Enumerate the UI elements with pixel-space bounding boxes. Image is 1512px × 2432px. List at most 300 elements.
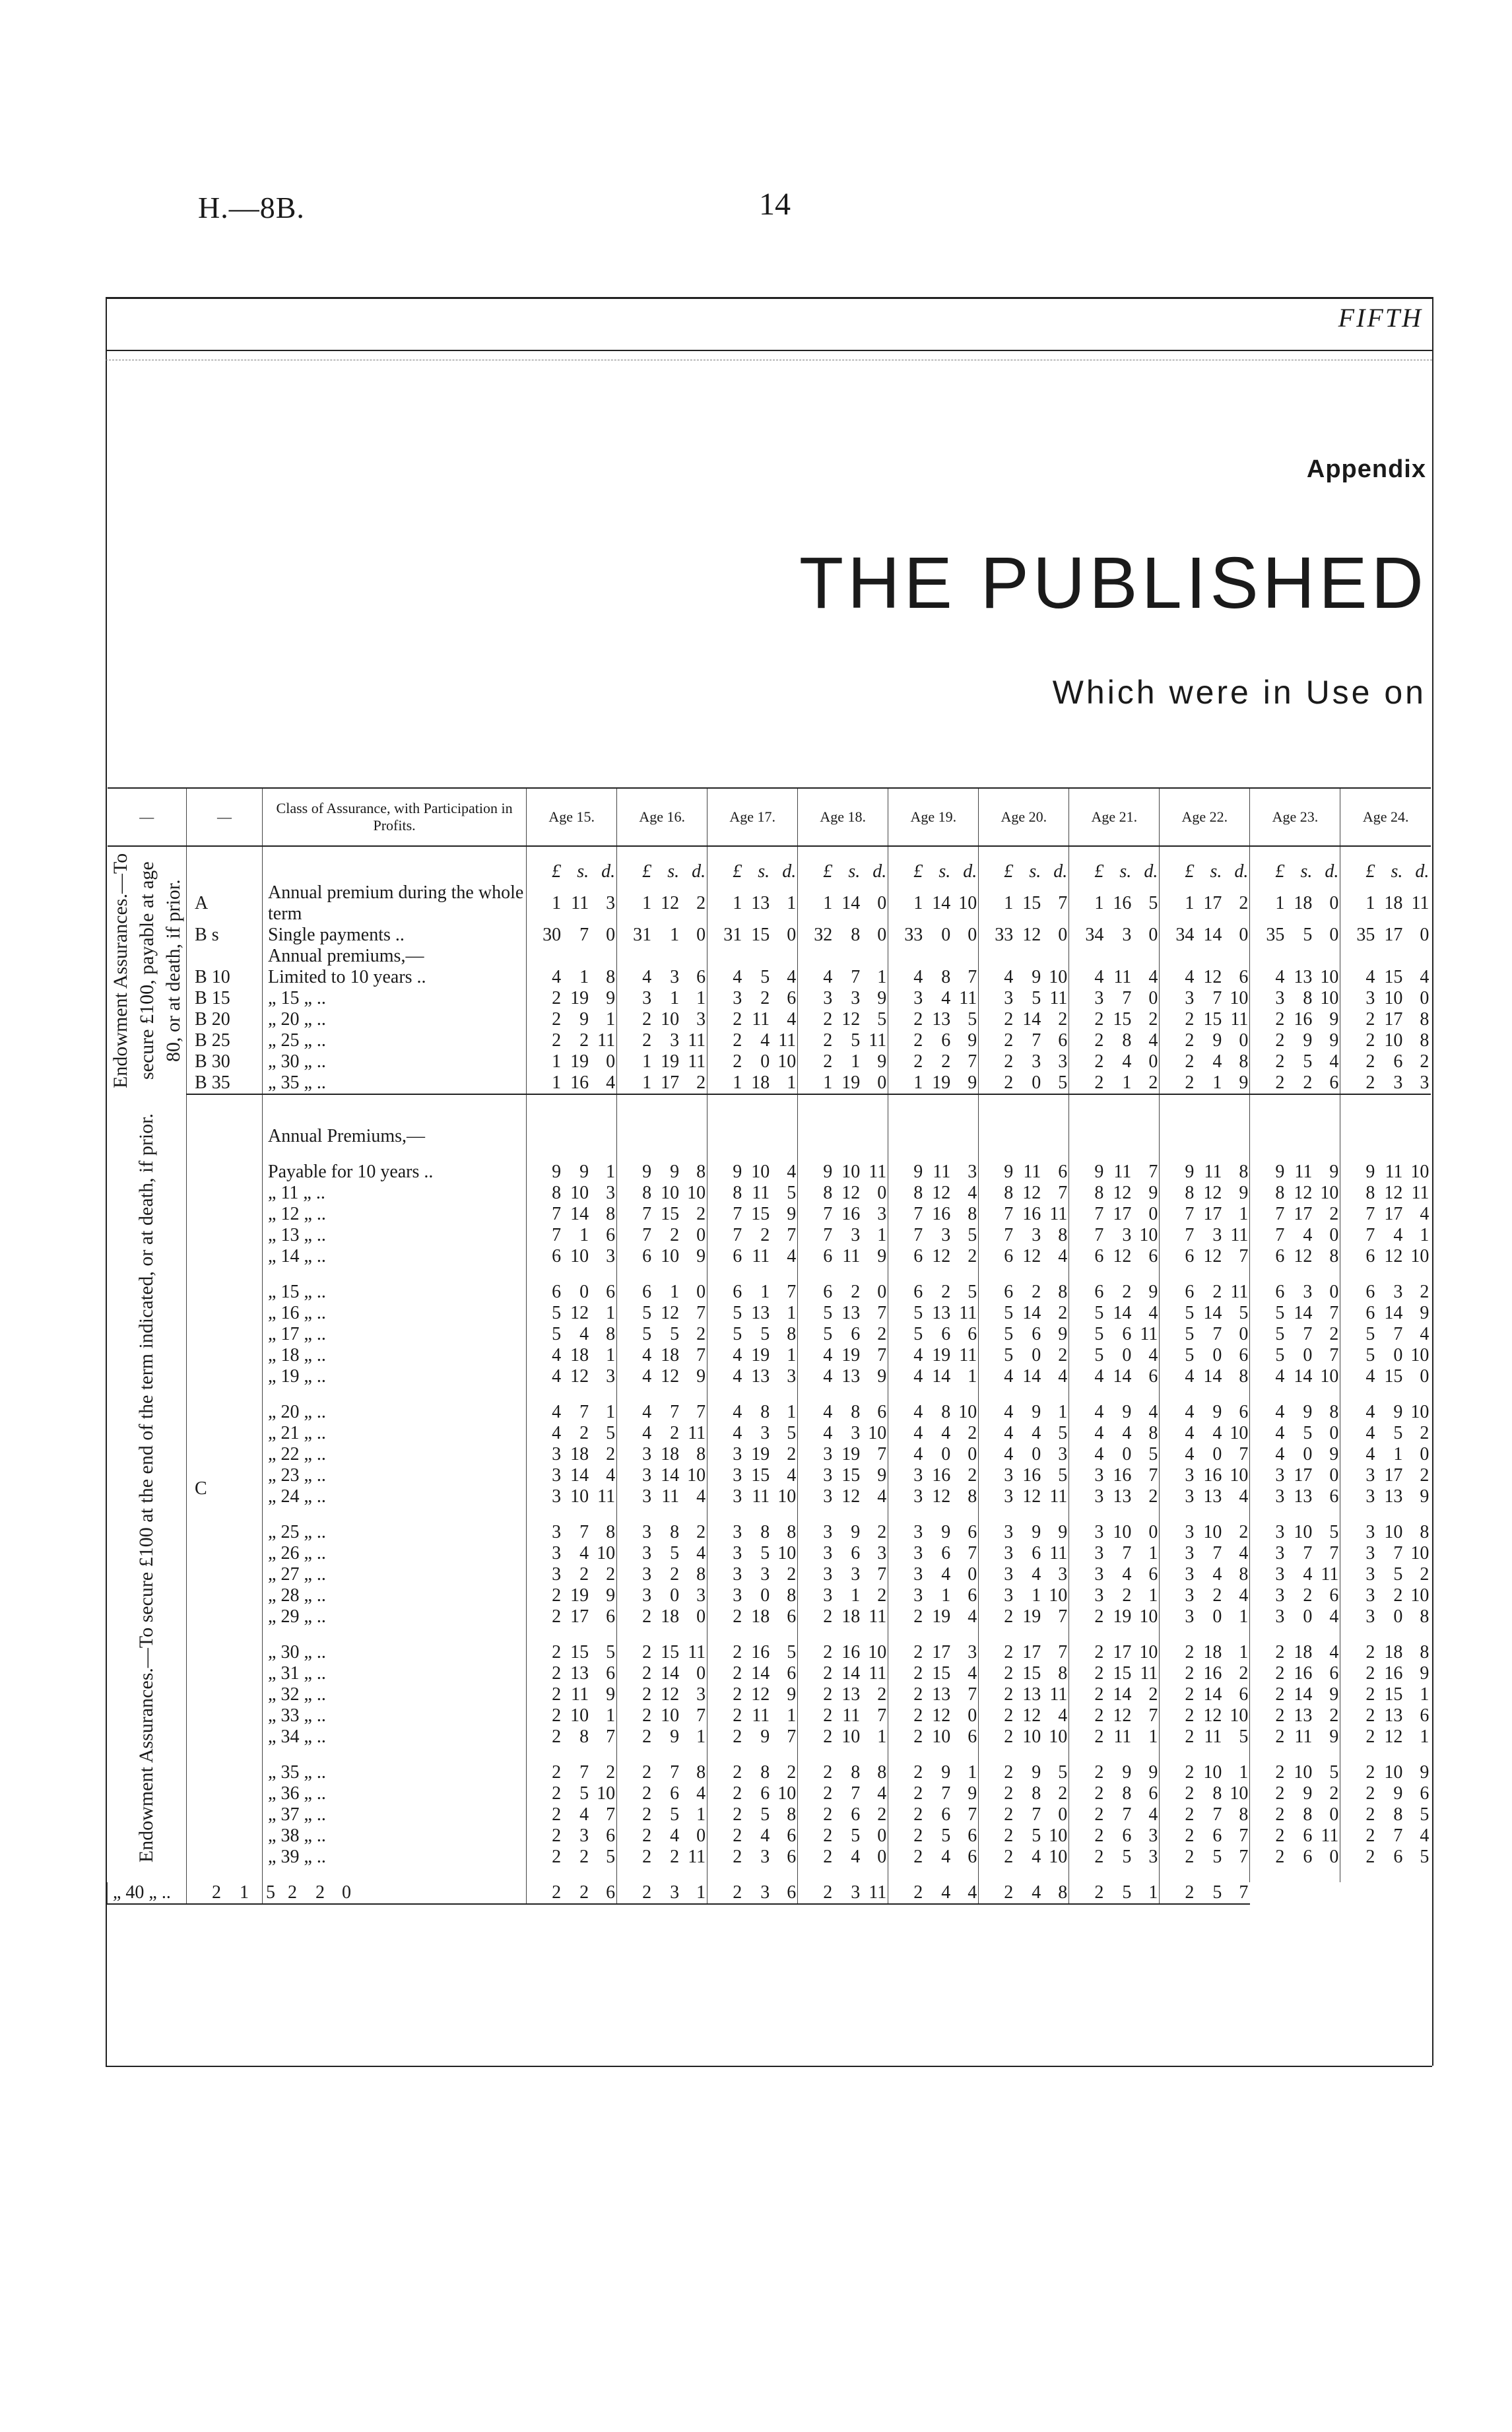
shillings: 15	[1022, 893, 1041, 913]
premium-cell	[707, 1345, 798, 1366]
shillings: 4	[1212, 1051, 1222, 1072]
premium-cell	[1340, 1423, 1431, 1444]
pounds: 6	[1094, 1282, 1104, 1302]
pence: 4	[787, 1162, 797, 1182]
pence: 3	[606, 1183, 616, 1203]
premium-cell	[888, 1162, 979, 1183]
premium-cell	[1340, 882, 1431, 925]
pounds: 4	[823, 1345, 833, 1365]
pence: 7	[1239, 1444, 1249, 1464]
page-header-code: H.—8B.	[198, 191, 305, 224]
shillings: 7	[1303, 1324, 1313, 1344]
pence: 4	[606, 1072, 616, 1093]
shillings: 11	[1113, 1162, 1132, 1182]
shillings: 9	[1393, 1783, 1403, 1804]
premium-cell	[1340, 1705, 1431, 1726]
premium-cell	[1340, 1663, 1431, 1684]
shillings: 14	[1113, 1303, 1132, 1323]
premium-cell	[979, 1366, 1069, 1387]
table-row	[108, 1366, 1431, 1387]
pounds: 6	[1365, 1246, 1375, 1266]
premium-cell	[798, 1246, 888, 1267]
pence: 7	[787, 1225, 797, 1245]
group2-heading: Annual Premiums,—	[263, 1094, 527, 1147]
premium-cell	[527, 1282, 617, 1303]
shillings: 12	[932, 1705, 951, 1726]
shillings: 10	[661, 1183, 680, 1203]
shilling-unit: s.	[1300, 861, 1313, 882]
premium-cell	[263, 1882, 527, 1904]
premium-cell	[527, 1543, 617, 1564]
pounds: 3	[733, 1444, 742, 1464]
shillings: 4	[579, 1804, 589, 1825]
shillings: 4	[670, 1825, 680, 1846]
premium-cell	[1250, 1642, 1340, 1663]
pounds: 2	[1004, 1705, 1014, 1726]
shillings: 4	[941, 988, 951, 1008]
pounds: 6	[823, 1282, 833, 1302]
pounds: 2	[1094, 1804, 1104, 1825]
pence: 1	[877, 1726, 887, 1747]
premium-cell	[798, 1847, 888, 1868]
shillings: 11	[1023, 1162, 1041, 1182]
shillings: 12	[1022, 1486, 1041, 1507]
frame-bottom-rule	[106, 2066, 1432, 2067]
shillings: 1	[670, 1282, 680, 1302]
shillings: 5	[760, 1324, 770, 1344]
premium-cell	[979, 946, 1069, 967]
pounds: 4	[733, 1423, 742, 1443]
shillings: 14	[932, 893, 951, 913]
pounds: 4	[1094, 1366, 1104, 1387]
premium-cell	[1340, 1486, 1431, 1507]
row-label: „ 40 „ ..	[108, 1882, 187, 1904]
pence: 6	[1058, 1162, 1068, 1182]
premium-cell	[617, 1585, 707, 1606]
premium-cell	[798, 1663, 888, 1684]
premium-cell	[1160, 1225, 1250, 1246]
pounds: 3	[1275, 1522, 1285, 1542]
pence: 9	[1420, 1663, 1430, 1684]
pence: 7	[1329, 1543, 1339, 1563]
pounds: 3	[1365, 1606, 1375, 1627]
premium-cell	[1069, 1072, 1160, 1094]
shillings: 13	[1294, 1486, 1313, 1507]
shillings: 9	[1032, 1522, 1041, 1542]
pence: 9	[1420, 1762, 1430, 1783]
pounds: 2	[642, 1642, 652, 1662]
shillings: 5	[760, 1543, 770, 1563]
premium-cell	[1160, 967, 1250, 988]
premium-cell	[527, 1366, 617, 1387]
premium-cell	[979, 1183, 1069, 1204]
premium-cell	[979, 1804, 1069, 1825]
pounds: 3	[1365, 1585, 1375, 1606]
shilling-unit: s.	[667, 861, 680, 882]
shillings: 9	[941, 1762, 951, 1783]
pence: 8	[1420, 1606, 1430, 1627]
shillings: 15	[1384, 1684, 1403, 1705]
premium-cell	[1160, 1684, 1250, 1705]
premium-cell	[1160, 1762, 1250, 1783]
pounds: 3	[642, 1465, 652, 1486]
premium-cell	[1250, 1345, 1340, 1366]
premium-cell	[798, 1204, 888, 1225]
shillings: 8	[760, 1762, 770, 1783]
premium-cell	[1250, 882, 1340, 925]
premium-cell	[617, 1051, 707, 1072]
premium-cell	[798, 1762, 888, 1783]
pounds: 2	[1365, 1726, 1375, 1747]
premium-cell	[979, 925, 1069, 946]
shillings: 16	[1113, 1465, 1132, 1486]
pence: 0	[877, 1847, 887, 1867]
shillings: 2	[1122, 1282, 1132, 1302]
pence: 0	[877, 1825, 887, 1846]
pence: 10	[1410, 1585, 1430, 1606]
table-row	[108, 1585, 1431, 1606]
pounds: 34	[1175, 925, 1195, 945]
pence: 4	[1148, 1804, 1158, 1825]
shillings: 5	[760, 967, 770, 987]
pounds: 2	[913, 1882, 923, 1903]
premium-cell	[527, 1522, 617, 1543]
premium-cell	[979, 988, 1069, 1009]
pence: 10	[1320, 988, 1339, 1008]
premium-cell	[707, 1543, 798, 1564]
shillings: 13	[1384, 1705, 1403, 1726]
pence: 2	[1329, 1324, 1339, 1344]
premium-cell	[1069, 1009, 1160, 1030]
table-row	[108, 882, 1431, 925]
pence: 3	[606, 893, 616, 913]
premium-cell	[617, 1783, 707, 1804]
pounds: 6	[823, 1246, 833, 1266]
header-age-20: Age 20.	[979, 788, 1069, 846]
pence: 4	[1420, 1324, 1430, 1344]
header-class: Class of Assurance, with Participation in Profits.	[263, 788, 527, 846]
shillings: 3	[851, 1882, 861, 1903]
shillings: 12	[751, 1684, 770, 1705]
pounds: 1	[733, 893, 742, 913]
pounds: 3	[913, 1543, 923, 1563]
pounds: 6	[1004, 1282, 1014, 1302]
shillings: 0	[1303, 1444, 1313, 1464]
pence: 2	[877, 1684, 887, 1705]
pounds: 5	[913, 1324, 923, 1344]
pound-unit: £	[1185, 861, 1195, 882]
premium-cell	[617, 925, 707, 946]
pounds: 2	[1275, 1051, 1285, 1072]
shillings: 6	[1212, 1825, 1222, 1846]
shillings: 2	[670, 1564, 680, 1585]
shillings: 7	[851, 1783, 861, 1804]
premium-cell	[527, 988, 617, 1009]
pence: 0	[1148, 1522, 1158, 1542]
premium-cell	[888, 1543, 979, 1564]
premium-cell	[707, 1072, 798, 1094]
shillings: 14	[1203, 1303, 1222, 1323]
shillings: 11	[752, 1009, 770, 1030]
pounds: 2	[823, 1762, 833, 1783]
shillings: 15	[570, 1642, 589, 1662]
premium-cell	[1069, 946, 1160, 967]
premium-cell	[979, 882, 1069, 925]
pounds: 3	[1004, 1564, 1014, 1585]
shillings: 12	[570, 1303, 589, 1323]
shillings: 18	[1384, 893, 1403, 913]
shillings: 10	[751, 1162, 770, 1182]
pounds: 2	[552, 1726, 562, 1747]
premium-cell	[888, 1705, 979, 1726]
pounds: 2	[1185, 1804, 1195, 1825]
premium-cell	[1069, 1825, 1160, 1847]
pence: 1	[1420, 1684, 1430, 1705]
shillings: 2	[579, 1882, 589, 1903]
shillings: 8	[579, 1726, 589, 1747]
shillings: 4	[941, 1423, 951, 1443]
pence-unit: d.	[692, 861, 706, 882]
pence: 5	[1239, 1726, 1249, 1747]
premium-cell	[979, 1642, 1069, 1663]
shillings: 6	[941, 1543, 951, 1563]
shillings: 7	[1212, 1804, 1222, 1825]
pounds: 2	[1365, 1663, 1375, 1684]
table-row	[108, 988, 1431, 1009]
pounds: 2	[642, 1606, 652, 1627]
pounds: 2	[552, 1847, 562, 1867]
premium-cell	[979, 1246, 1069, 1267]
pence: 2	[1420, 1051, 1430, 1072]
shillings: 8	[1032, 1783, 1041, 1804]
row-label: „ 18 „ ..	[263, 1345, 527, 1366]
shillings: 3	[851, 988, 861, 1008]
shillings: 19	[932, 1345, 951, 1365]
shillings: 2	[315, 1882, 325, 1903]
pounds: 9	[1275, 1162, 1285, 1182]
pence: 0	[1329, 1423, 1339, 1443]
pounds: 3	[913, 1564, 923, 1585]
premium-cell	[798, 1465, 888, 1486]
pence: 7	[1329, 1303, 1339, 1323]
premium-cell	[979, 1486, 1069, 1507]
premium-cell	[888, 967, 979, 988]
shillings: 11	[571, 893, 589, 913]
shillings: 5	[1212, 1847, 1222, 1867]
premium-cell	[1160, 1051, 1250, 1072]
pounds: 3	[733, 1585, 742, 1606]
pounds: 2	[733, 1783, 742, 1804]
premium-cell	[1160, 1345, 1250, 1366]
pounds: 2	[823, 1684, 833, 1705]
premium-cell	[617, 1606, 707, 1627]
pounds: 3	[1275, 1585, 1285, 1606]
shillings: 5	[851, 1825, 861, 1846]
shillings: 3	[670, 967, 680, 987]
table-row	[108, 1543, 1431, 1564]
premium-cell	[707, 1030, 798, 1051]
pence: 10	[1320, 1183, 1339, 1203]
pounds: 4	[1365, 1423, 1375, 1443]
premium-cell	[1069, 1564, 1160, 1585]
pounds: 6	[642, 1246, 652, 1266]
pence: 0	[1329, 1465, 1339, 1486]
pence: 9	[1058, 1522, 1068, 1542]
shillings: 5	[851, 1030, 861, 1051]
shillings: 5	[1032, 1825, 1041, 1846]
shillings: 4	[579, 1543, 589, 1563]
unit-row	[108, 861, 1431, 882]
premium-cell	[707, 1183, 798, 1204]
shillings: 8	[760, 1402, 770, 1422]
premium-cell	[1340, 925, 1431, 946]
pounds: 3	[1365, 1564, 1375, 1585]
pence: 1	[1239, 1762, 1249, 1783]
premium-cell	[617, 1246, 707, 1267]
shillings: 10	[841, 1162, 861, 1182]
premium-cell	[979, 1762, 1069, 1783]
shillings: 0	[1212, 1606, 1222, 1627]
row-label: „ 17 „ ..	[263, 1324, 527, 1345]
premium-cell	[1250, 1423, 1340, 1444]
pounds: 3	[642, 1444, 652, 1464]
premium-cell	[617, 1825, 707, 1847]
pounds: 4	[913, 1345, 923, 1365]
premium-cell	[979, 1225, 1069, 1246]
shillings: 0	[941, 1444, 951, 1464]
shillings: 9	[1212, 1030, 1222, 1051]
pounds: 3	[1004, 1486, 1014, 1507]
table-row	[108, 1847, 1431, 1868]
pence: 8	[1420, 1522, 1430, 1542]
premium-cell	[888, 1051, 979, 1072]
shillings: 0	[1303, 1606, 1313, 1627]
premium-cell	[1250, 1162, 1340, 1183]
row-label: Limited to 10 years ..	[263, 967, 527, 988]
pence: 1	[1239, 1204, 1249, 1224]
table-row	[108, 1882, 1431, 1904]
pence: 0	[877, 1183, 887, 1203]
unit-cell	[1069, 861, 1160, 882]
shillings: 7	[670, 1402, 680, 1422]
pence: 4	[1058, 1246, 1068, 1266]
shillings: 12	[841, 1009, 861, 1030]
pence: 6	[968, 1585, 977, 1606]
pence: 10	[1410, 1246, 1430, 1266]
premium-cell	[617, 1642, 707, 1663]
group2-label	[108, 1094, 187, 1882]
shillings: 14	[661, 1465, 680, 1486]
shillings: 10	[661, 1009, 680, 1030]
pounds: 2	[1094, 1882, 1104, 1903]
shillings: 8	[1212, 1783, 1222, 1804]
pence: 7	[877, 1564, 887, 1585]
premium-cell	[527, 967, 617, 988]
pounds: 2	[733, 1684, 742, 1705]
shillings: 0	[1032, 1345, 1041, 1365]
pounds: 6	[1185, 1282, 1195, 1302]
premium-cell	[1160, 1705, 1250, 1726]
shillings: 9	[1032, 1762, 1041, 1783]
pounds: 4	[552, 1402, 562, 1422]
pounds: 3	[552, 1444, 562, 1464]
pence: 9	[877, 1246, 887, 1266]
shillings: 7	[1212, 1324, 1222, 1344]
pence: 0	[877, 1072, 887, 1093]
pounds: 2	[642, 1847, 652, 1867]
premium-cell	[888, 1402, 979, 1423]
pounds: 5	[1004, 1303, 1014, 1323]
pounds: 2	[642, 1804, 652, 1825]
premium-cell	[979, 1825, 1069, 1847]
shillings: 12	[932, 1183, 951, 1203]
premium-cell	[1160, 1783, 1250, 1804]
premium-cell	[187, 1882, 276, 1904]
premium-cell	[1340, 1183, 1431, 1204]
premium-cell	[979, 1606, 1069, 1627]
table-row	[108, 925, 1431, 946]
pence: 9	[877, 1366, 887, 1387]
pence: 3	[1058, 1564, 1068, 1585]
pence: 4	[1239, 1486, 1249, 1507]
shillings: 17	[932, 1642, 951, 1662]
premium-cell	[707, 1564, 798, 1585]
pounds: 3	[1094, 988, 1104, 1008]
premium-cell	[888, 946, 979, 967]
pence: 10	[687, 1465, 706, 1486]
row-label: „ 32 „ ..	[263, 1684, 527, 1705]
pounds: 3	[823, 1543, 833, 1563]
pence: 7	[1058, 1183, 1068, 1203]
shillings: 9	[1303, 1402, 1313, 1422]
shillings: 18	[661, 1345, 680, 1365]
table-row	[108, 967, 1431, 988]
shillings: 6	[1393, 1847, 1403, 1867]
pounds: 4	[1185, 1366, 1195, 1387]
pounds: 1	[913, 893, 923, 913]
pence: 6	[1329, 1663, 1339, 1684]
premium-cell	[527, 925, 617, 946]
pence: 9	[877, 988, 887, 1008]
premium-cell	[1160, 1543, 1250, 1564]
pence: 7	[877, 1705, 887, 1726]
premium-cell	[707, 1642, 798, 1663]
premium-cell	[888, 1663, 979, 1684]
shillings: 2	[1303, 1585, 1313, 1606]
pence: 7	[696, 1705, 706, 1726]
shillings: 19	[661, 1051, 680, 1072]
shilling-unit: s.	[577, 861, 589, 882]
shillings: 19	[1022, 1606, 1041, 1627]
pounds: 3	[1365, 988, 1375, 1008]
premium-cell	[1160, 1402, 1250, 1423]
pounds: 2	[288, 1882, 298, 1903]
page-number: 14	[759, 187, 791, 222]
pounds: 3	[823, 1444, 833, 1464]
shillings: 3	[670, 1030, 680, 1051]
header-age-23: Age 23.	[1250, 788, 1340, 846]
header-dash-2: —	[187, 788, 263, 846]
pence: 1	[696, 1726, 706, 1747]
premium-cell	[707, 1204, 798, 1225]
premium-cell	[527, 1726, 617, 1748]
premium-cell	[979, 1564, 1069, 1585]
pence: 5	[606, 1847, 616, 1867]
pence: 8	[606, 967, 616, 987]
header-age-21: Age 21.	[1069, 788, 1160, 846]
shillings: 15	[751, 1204, 770, 1224]
pounds: 3	[1185, 1585, 1195, 1606]
